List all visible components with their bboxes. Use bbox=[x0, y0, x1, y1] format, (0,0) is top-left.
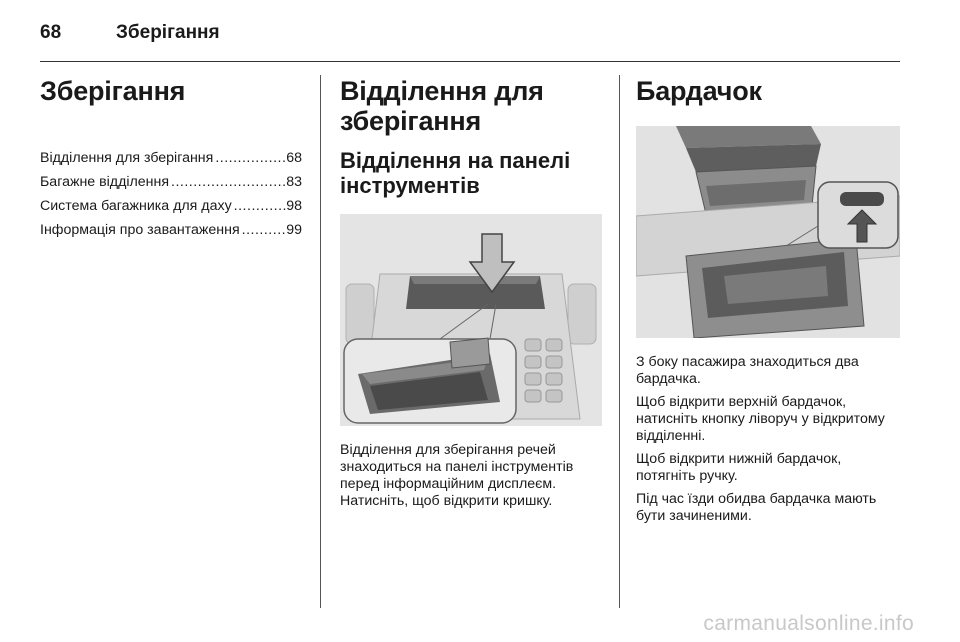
toc-leader bbox=[213, 146, 286, 170]
toc-entry[interactable] bbox=[40, 194, 302, 218]
glovebox-paragraph: З боку пасажира знаходиться два бардачка. bbox=[636, 354, 859, 387]
glovebox-paragraph: Щоб відкрити нижній бардачок, потягніть ручку. bbox=[636, 451, 842, 484]
toc-entry[interactable] bbox=[40, 218, 302, 242]
table-of-contents bbox=[40, 146, 302, 242]
running-title: Зберігання bbox=[116, 22, 220, 43]
storage-column bbox=[340, 76, 602, 510]
toc-leader bbox=[169, 170, 286, 194]
toc-entry-page: 68 bbox=[286, 150, 302, 166]
toc-entry[interactable] bbox=[40, 170, 302, 194]
section-title: Відділення для зберігання bbox=[340, 76, 544, 136]
compartment-description: Відділення для зберігання речей знаходиться на панелі інструментів перед інформаційним дисплеєм. Натисніть, щоб відкрити кришку. bbox=[340, 442, 574, 509]
toc-entry-title: Відділення для зберігання bbox=[40, 150, 214, 166]
glovebox-drawing bbox=[636, 126, 900, 338]
toc-entry-page: 98 bbox=[286, 198, 302, 214]
watermark: carmanualsonline.info bbox=[703, 612, 914, 635]
glovebox-illustration bbox=[636, 126, 900, 338]
header-rule bbox=[40, 61, 900, 62]
toc-entry-title: Багажне відділення bbox=[40, 174, 170, 190]
glovebox-column bbox=[636, 76, 902, 525]
glovebox-paragraph: Під час їзди обидва бардачка мають бути зачиненими. bbox=[636, 491, 877, 524]
page-number: 68 bbox=[40, 22, 62, 43]
toc-leader bbox=[232, 194, 287, 218]
toc-entry-page: 99 bbox=[286, 222, 302, 238]
column-divider bbox=[619, 75, 620, 608]
dashboard-compartment-drawing bbox=[340, 214, 602, 426]
chapter-title: Зберігання bbox=[40, 76, 186, 106]
glovebox-paragraph: Щоб відкрити верхній бардачок, натисніть кнопку ліворуч у відкритому відділенні. bbox=[636, 394, 885, 444]
page-header bbox=[40, 22, 900, 46]
toc-entry-title: Система багажника для даху bbox=[40, 198, 232, 214]
column-divider bbox=[320, 75, 321, 608]
dashboard-compartment-illustration bbox=[340, 214, 602, 426]
toc-column bbox=[40, 76, 302, 242]
toc-leader bbox=[240, 218, 287, 242]
toc-entry-page: 83 bbox=[286, 174, 302, 190]
toc-entry[interactable] bbox=[40, 146, 302, 170]
subsection-title: Відділення на панелі інструментів bbox=[340, 148, 571, 198]
toc-entry-title: Інформація про завантаження bbox=[40, 222, 240, 238]
section-title: Бардачок bbox=[636, 76, 762, 106]
